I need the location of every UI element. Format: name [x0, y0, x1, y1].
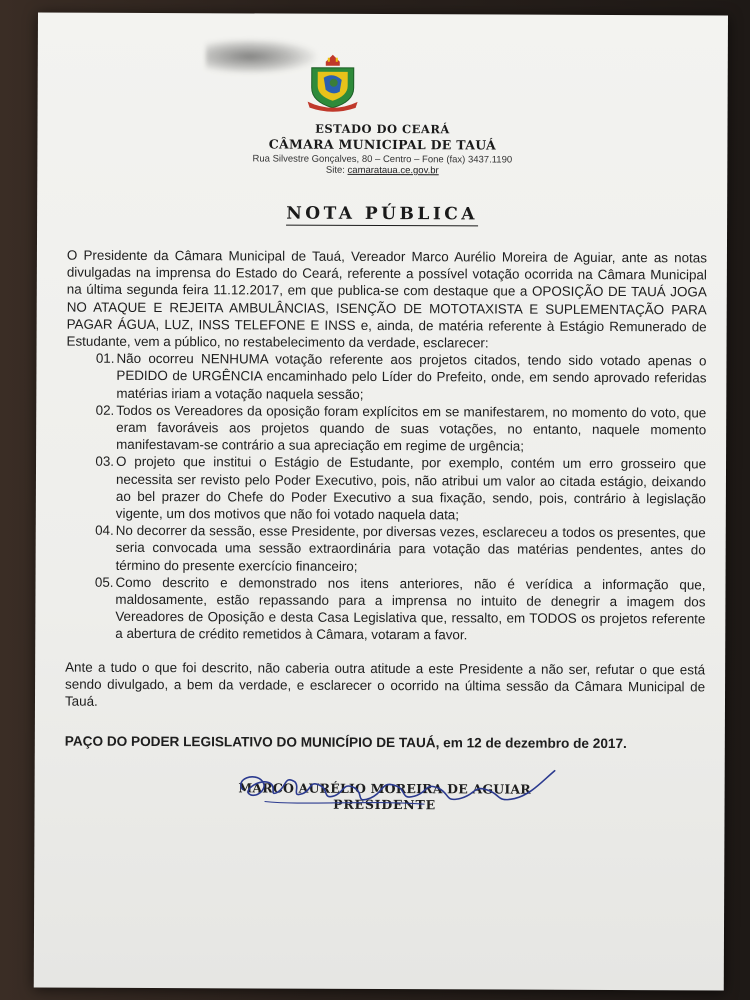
- letterhead: [37, 120, 727, 177]
- item-text: No decorrer da sessão, esse Presidente, por diversas vezes, esclareceu a todos os presentes, que seria convocada uma sessão extraordinária para votação das matérias pendentes, antes do término do presente exercício financeiro;: [115, 523, 706, 574]
- list-item: [65, 573, 705, 645]
- item-number: 04.: [95, 522, 114, 539]
- ink-smudge: [206, 39, 316, 73]
- document-body: [64, 247, 707, 830]
- item-text: Todos os Vereadores da oposição foram explícitos em se manifestarem, no momento do voto, que eram favoráveis aos projetos quando de suas votações, no entanto, naquele momento manifestavam-se contrário a sua apreciação em regime de urgência;: [116, 402, 707, 454]
- site-label: Site:: [325, 164, 348, 176]
- document-title-text: NOTA PÚBLICA: [286, 203, 479, 225]
- signatory-role: PRESIDENTE: [333, 797, 436, 813]
- item-number: 02.: [95, 402, 115, 418]
- signature-block: [64, 765, 704, 830]
- item-text: O projeto que institui o Estágio de Estudante, por exemplo, contém um erro grosseiro que necessita ser revisto pelo Poder Executivo, pois, não atribui um valor ao citada estágio, deixando ao bel prazer do Chefe do Poder Executivo a sua fixação, sendo, pois, contrário à legislação vigente, um dos motivos que não foi votado naquela data;: [115, 454, 707, 523]
- document-page: [34, 12, 728, 990]
- clarification-list: [65, 350, 706, 645]
- list-item: [66, 401, 706, 455]
- council-site: [37, 163, 727, 177]
- municipal-coat-of-arms-icon: [304, 52, 362, 114]
- list-item: [66, 453, 706, 525]
- item-number: 01.: [95, 350, 115, 367]
- state-name: ESTADO DO CEARÁ: [315, 121, 450, 137]
- council-name: CÂMARA MUNICIPAL DE TAUÁ: [268, 136, 497, 153]
- list-item: [66, 522, 706, 576]
- place-and-date: PAÇO DO PODER LEGISLATIVO DO MUNICÍPIO DE TAUÁ, em 12 de dezembro de 2017.: [64, 733, 627, 752]
- intro-paragraph: O Presidente da Câmara Municipal de Tauá, Vereador Marco Aurélio Moreira de Aguiar, ante as notas divulgadas na imprensa do Estado do Ceará, referente a possível votação ocorrida na Câmara Municipal na última segunda feira 11.12.2017, em que publica-se com destaque que a OPOSIÇÃO DE TAUÁ JOGA NO ATAQUE E REJEITA AMBULÂNCIAS, ISENÇÃO DE MOTOTAXISTA E SUPLEMENTAÇÃO PARA PAGAR ÁGUA, LUZ, INSS TELEFONE E INSS e, ainda, de matéria referente à Estágio Remunerado de Estudante, vem a público, no restabelecimento da verdade, esclarecer:: [66, 247, 707, 351]
- item-number: 03.: [95, 454, 115, 470]
- handwritten-signature-icon: [224, 760, 564, 821]
- item-text: Não ocorreu NENHUMA votação referente aos projetos citados, tendo sido votado apenas o PEDIDO de URGÊNCIA encaminhado pelo Líder do Prefeito, onde, em sendo aprovado referidas matérias iriam a votação naquela sessão;: [116, 351, 707, 402]
- signatory-name: MARCO AURÉLIO MOREIRA DE AGUIAR: [238, 780, 531, 797]
- closing-paragraph: Ante a tudo o que foi descrito, não caberia outra atitude a este Presidente a não ser, refutar o que está sendo divulgado, a bem da verdade, e esclarecer o ocorrido na última sessão da Câmara Municipal de Tauá.: [64, 659, 706, 709]
- list-item: [66, 350, 706, 404]
- item-number: 05.: [94, 574, 114, 590]
- site-link[interactable]: camarataua.ce.gov.br: [347, 164, 439, 177]
- document-title: [37, 202, 727, 225]
- council-address: Rua Silvestre Gonçalves, 80 – Centro – Fone (fax) 3437.1190: [252, 153, 513, 166]
- item-text: Como descrito e demonstrado nos itens anteriores, não é verídica a informação que, maldosamente, estão repassando para a imprensa no intuito de denegrir a imagem dos Vereadores de Oposição e desta Casa Legislativa que, ressalto, em TODOS os projetos referente a abertura de crédito remetidos à Câmara, votaram a favor.: [115, 574, 706, 643]
